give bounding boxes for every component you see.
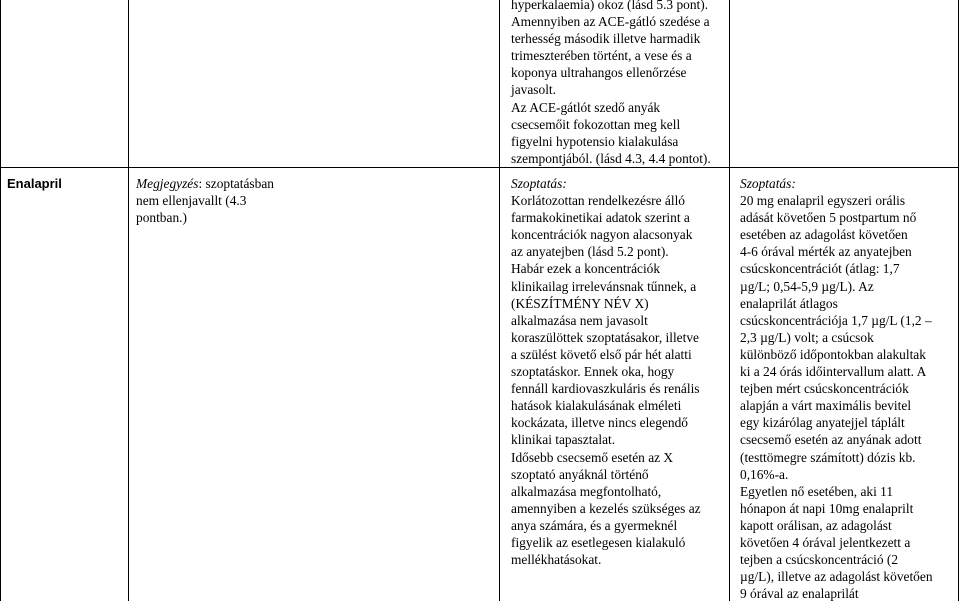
breastfeeding-cell-col3 <box>511 175 729 568</box>
text-line: (testtömegre számított) dózis kb. <box>740 449 916 465</box>
text-line: a szülést követő első pár hét alatti <box>511 346 692 362</box>
section-heading: Szoptatás: <box>511 176 567 191</box>
text-line: figyelni hypotensio kialakulása <box>511 133 679 149</box>
text-line: µg/L), illetve az adagolást követően <box>740 569 933 585</box>
text-line: alapján a várt maximális bevitel <box>740 398 912 414</box>
text-line: csecsemőit fokozottan meg kell <box>511 116 681 132</box>
text-line: az anyatejben (lásd 5.2 pont). <box>511 244 669 260</box>
text-line: különböző időpontokban alakultak <box>740 346 926 362</box>
text-line: mellékhatásokat. <box>511 552 602 568</box>
text-line: alkalmazása megfontolható, <box>511 483 662 499</box>
text-line: csúcskoncentrációt (átlag: 1,7 <box>740 261 900 277</box>
text-line: Az ACE-gátlót szedő anyák <box>511 99 661 115</box>
text-line: esetében az adagolást követően <box>740 227 908 243</box>
text-line: klinikai tapasztalat. <box>511 432 616 448</box>
text-line: ki a 24 órás időintervallum alatt. A <box>740 364 927 380</box>
text-line: (KÉSZÍTMÉNY NÉV X) <box>511 295 649 311</box>
text-line: Idősebb csecsemő esetén az X <box>511 449 674 465</box>
drug-name: Enalapril <box>7 176 62 191</box>
text-line: kockázata, illetve nincs elegendő <box>511 415 688 431</box>
row-divider <box>0 167 959 168</box>
note-text: : szoptatásban nem ellenjavallt (4.3 pontban.) <box>136 176 274 226</box>
text-line: kapott orálisan, az adagolást <box>740 517 892 533</box>
text-line: koncentrációk nagyon alacsonyak <box>511 227 693 243</box>
text-line: Amennyiben az ACE-gátló szedése a <box>511 14 710 30</box>
breastfeeding-cell-col4 <box>740 175 958 602</box>
text-line: enalaprilát átlagos <box>740 295 838 311</box>
text-line: terhesség második illetve harmadik <box>511 31 701 47</box>
text-line: Habár ezek a koncentrációk <box>511 261 661 277</box>
text-line: koraszülöttek szoptatásakor, illetve <box>511 329 699 345</box>
text-line: szoptató anyáknál történő <box>511 466 649 482</box>
text-line: csúcskoncentrációja 1,7 µg/L (1,2 – <box>740 312 932 328</box>
continuation-cell <box>511 0 735 167</box>
column-divider-2 <box>499 0 500 601</box>
text-line: csecsemő esetén az anyának adott <box>740 432 922 448</box>
table-border-left <box>0 0 1 601</box>
text-line: klinikailag irrelevánsnak tűnnek, a <box>511 278 697 294</box>
note-label: Megjegyzés <box>136 176 199 191</box>
text-line: Korlátozottan rendelkezésre álló <box>511 193 685 209</box>
text-line: adását követően 5 postpartum nő <box>740 210 917 226</box>
text-line: hyperkalaemia) okoz (lásd 5.3 pont). <box>511 0 709 12</box>
text-line: trimeszterében történt, a vese és a <box>511 48 692 64</box>
text-line: amennyiben a kezelés szükséges az <box>511 500 701 516</box>
text-line: 20 mg enalapril egyszeri orális <box>740 193 906 209</box>
text-line: javasolt. <box>511 82 556 98</box>
text-line: µg/L; 0,54-5,9 µg/L). Az <box>740 278 874 294</box>
note-cell <box>136 175 296 226</box>
text-line: 0,16%-a. <box>740 466 789 482</box>
text-line: 9 órával az enalaprilát <box>740 586 859 602</box>
text-line: szoptatáskor. Ennek oka, hogy <box>511 364 675 380</box>
text-line: szempontjából. (lásd 4.3, 4.4 pontot). <box>511 150 711 166</box>
text-line: követően 4 órával jelentkezett a <box>740 534 911 550</box>
column-divider-1 <box>128 0 129 601</box>
text-line: farmakokinetikai adatok szerint a <box>511 210 690 226</box>
text-line: hatások kialakulásának elméleti <box>511 398 682 414</box>
text-line: hónapon át napi 10mg enalaprilt <box>740 500 914 516</box>
text-line: Egyetlen nő esetében, aki 11 <box>740 483 894 499</box>
text-line: fennáll kardiovaszkuláris és renális <box>511 381 700 397</box>
text-line: koponya ultrahangos ellenőrzése <box>511 65 687 81</box>
text-line: tejben mért csúcskoncentrációk <box>740 381 909 397</box>
text-line: tejben a csúcskoncentráció (2 <box>740 552 899 568</box>
text-line: alkalmazása nem javasolt <box>511 312 648 328</box>
text-line: egy kizárólag anyatejjel táplált <box>740 415 905 431</box>
table-border-right <box>958 0 959 601</box>
text-line: 4-6 órával mérték az anyatejben <box>740 244 912 260</box>
text-line: figyelik az esetlegesen kialakuló <box>511 534 686 550</box>
section-heading: Szoptatás: <box>740 176 796 191</box>
text-line: anya számára, és a gyermeknél <box>511 517 678 533</box>
text-line: 2,3 µg/L) volt; a csúcsok <box>740 329 874 345</box>
